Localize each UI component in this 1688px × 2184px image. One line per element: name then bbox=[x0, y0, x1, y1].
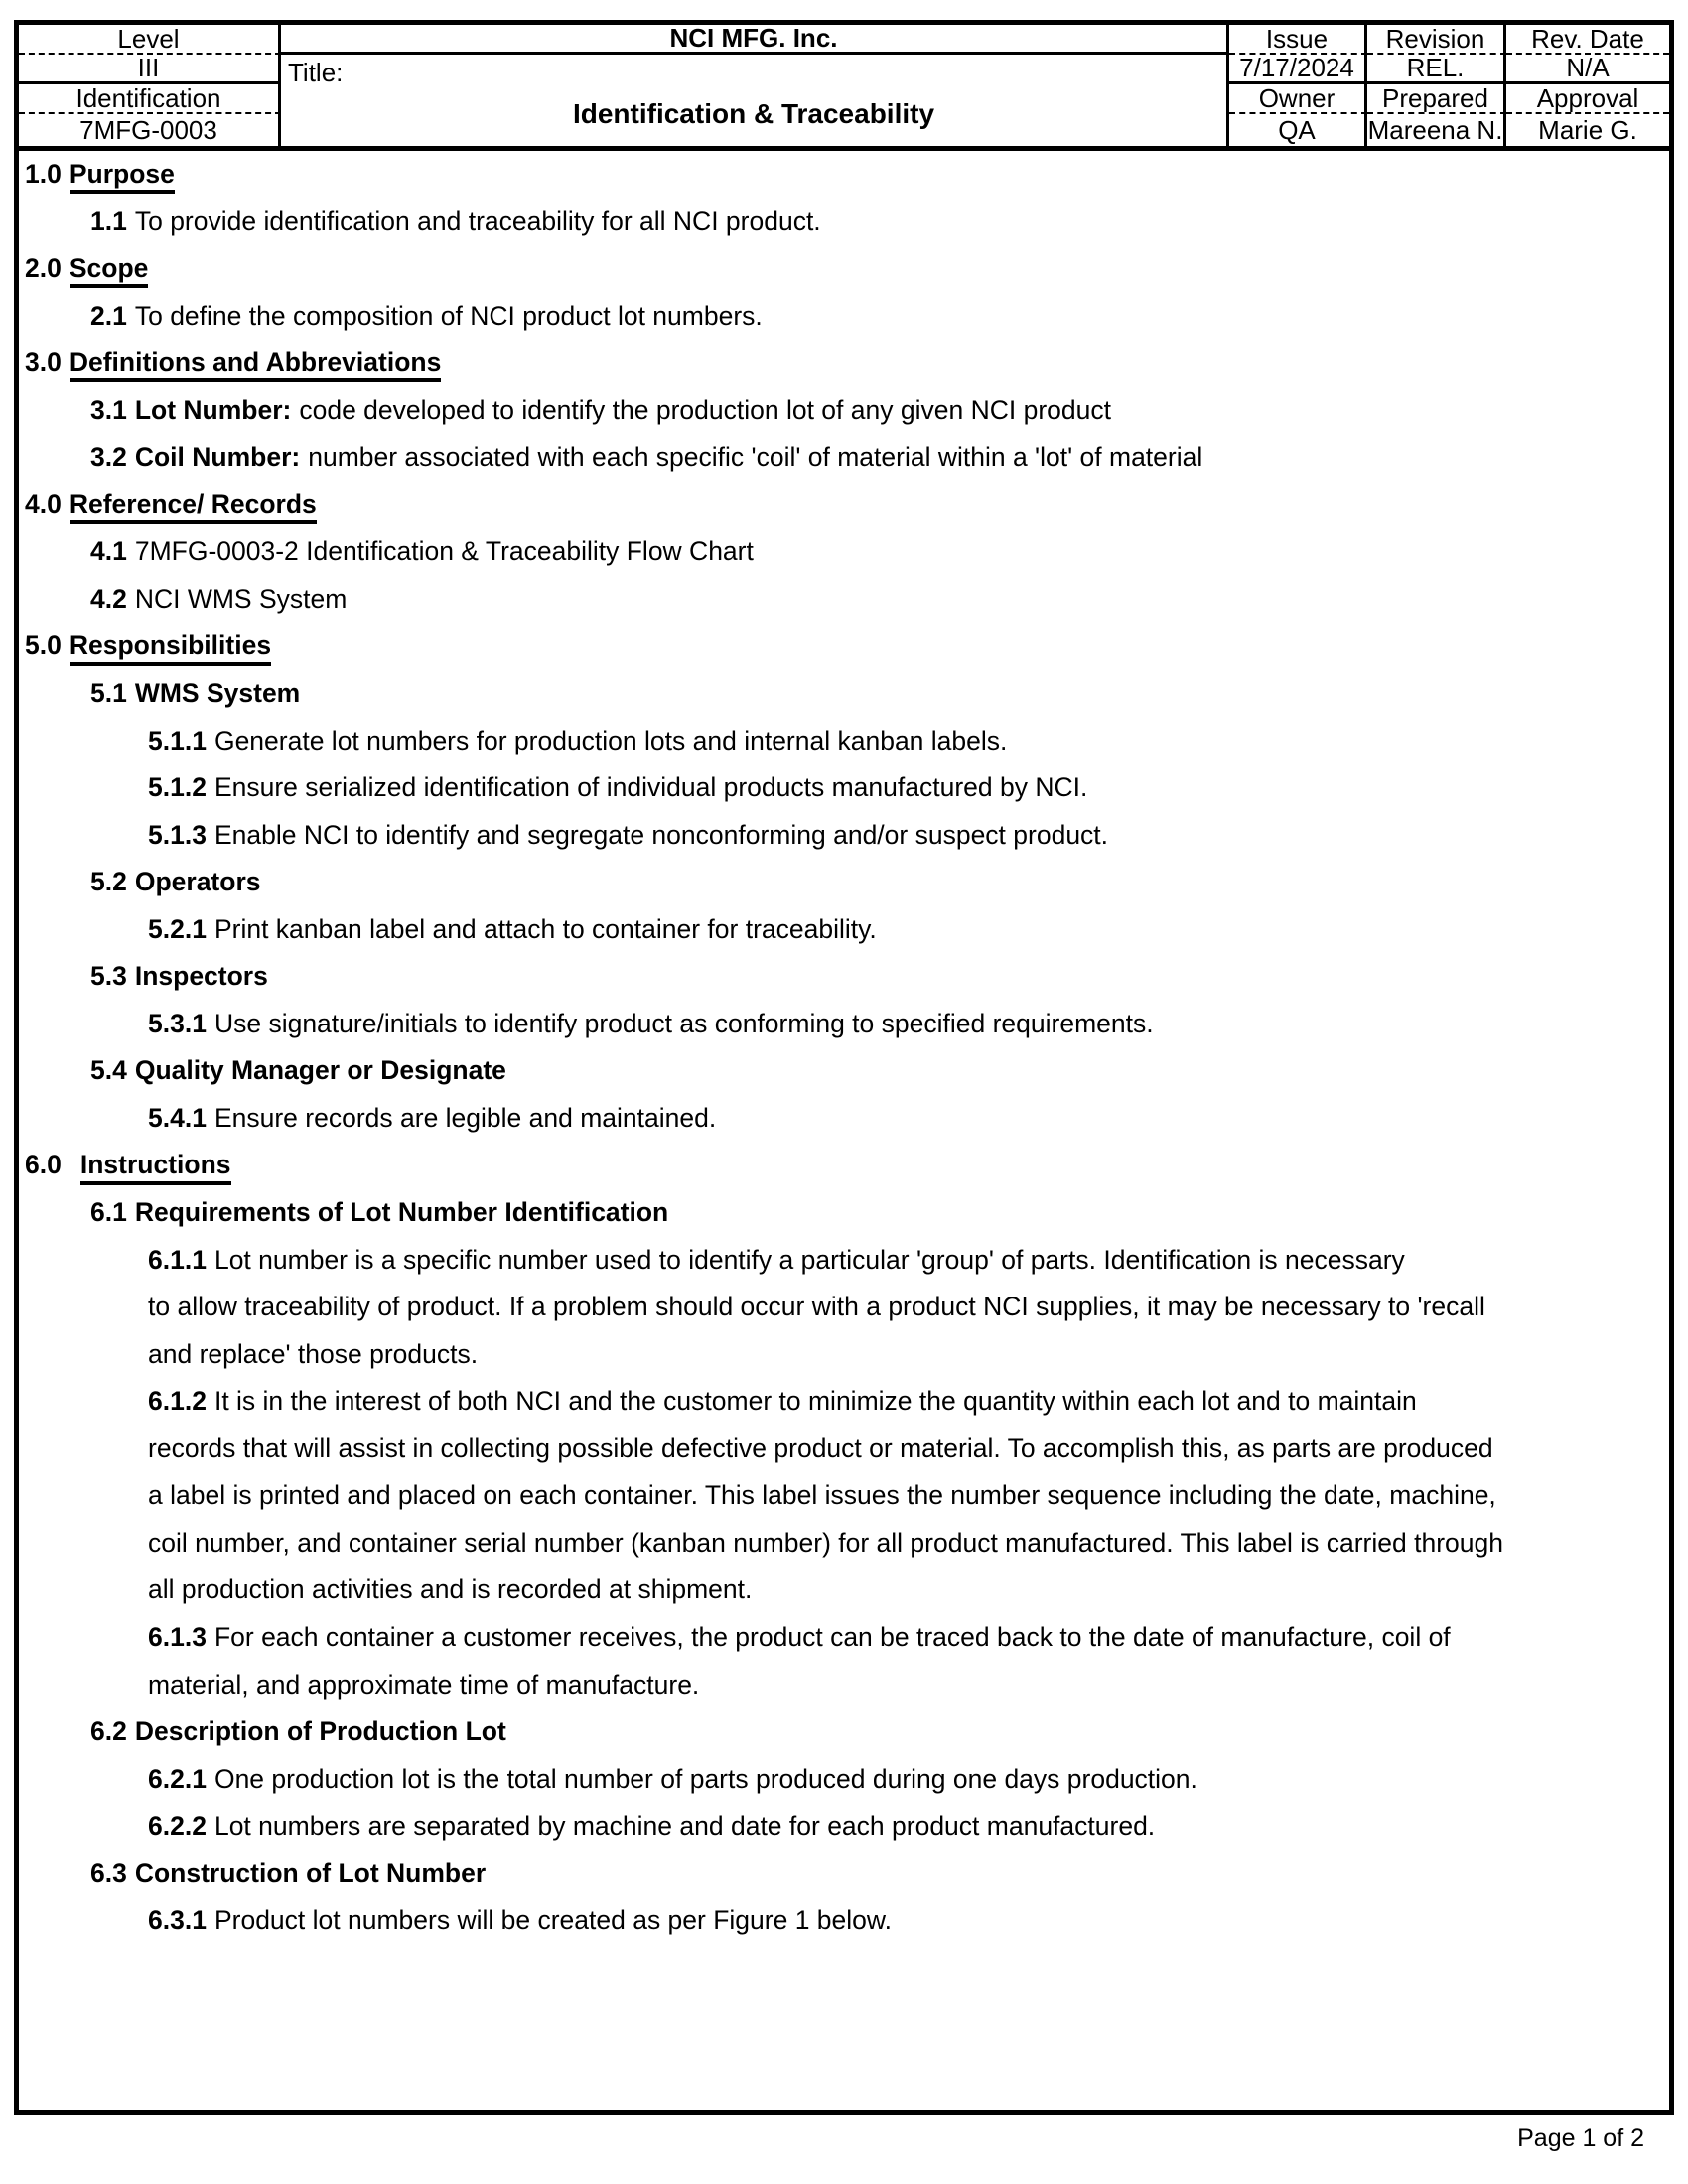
body-line bbox=[19, 1142, 1669, 1189]
clause-number: 4.2 bbox=[90, 583, 127, 614]
body-line bbox=[19, 953, 1669, 1001]
clause-text: records that will assist in collecting possible defective product or material. To accomplish this, as parts are produced bbox=[148, 1433, 1493, 1463]
clause-number: 6.2.1 bbox=[148, 1763, 207, 1794]
section-title: Scope bbox=[70, 254, 149, 288]
level-label: Level bbox=[19, 25, 281, 55]
clause-number: 1.1 bbox=[90, 205, 127, 236]
body-line bbox=[19, 199, 1669, 246]
clause-text: For each container a customer receives, the product can be traced back to the date of manufacture, coil of bbox=[213, 1621, 1451, 1652]
clause-number: 1.0 bbox=[25, 159, 62, 189]
clause-number: 2.0 bbox=[25, 253, 62, 284]
subsection-title: Requirements of Lot Number Identification bbox=[134, 1197, 669, 1228]
clause-number: 5.3 bbox=[90, 961, 127, 992]
body-line bbox=[19, 387, 1669, 435]
clause-number: 5.1.1 bbox=[148, 725, 207, 755]
clause-number: 6.3.1 bbox=[148, 1905, 207, 1936]
body-line bbox=[19, 1237, 1669, 1285]
body-line bbox=[19, 1426, 1669, 1473]
body-line bbox=[19, 670, 1669, 718]
body-line bbox=[19, 151, 1669, 199]
clause-text: 7MFG-0003-2 Identification & Traceability Flow Chart bbox=[134, 536, 754, 567]
clause-text: Generate lot numbers for production lots and internal kanban labels. bbox=[213, 725, 1008, 755]
page-number: Page 1 of 2 bbox=[1517, 2124, 1644, 2152]
document-header-table bbox=[14, 20, 1674, 151]
revision-label: Revision bbox=[1367, 25, 1506, 55]
clause-text: Product lot numbers will be created as per Figure 1 below. bbox=[213, 1905, 892, 1936]
body-line bbox=[19, 1189, 1669, 1237]
clause-number: 3.2 bbox=[90, 442, 127, 473]
clause-number: 6.3 bbox=[90, 1857, 127, 1888]
clause-number: 3.1 bbox=[90, 394, 127, 425]
clause-text: To define the composition of NCI product lot numbers. bbox=[134, 300, 763, 331]
clause-text: all production activities and is recorded at shipment. bbox=[148, 1574, 753, 1605]
clause-text: and replace' those products. bbox=[148, 1338, 479, 1369]
subsection-title: Quality Manager or Designate bbox=[134, 1055, 506, 1086]
clause-number: 5.0 bbox=[25, 630, 62, 661]
clause-number: 5.1.3 bbox=[148, 819, 207, 850]
body-line bbox=[19, 434, 1669, 481]
subsection-title: Inspectors bbox=[134, 961, 268, 992]
clause-text: It is in the interest of both NCI and the customer to minimize the quantity within each lot and to maintain bbox=[213, 1386, 1417, 1417]
approval-label: Approval bbox=[1506, 84, 1669, 114]
clause-number: 5.3.1 bbox=[148, 1008, 207, 1038]
body-line bbox=[19, 812, 1669, 860]
clause-number: 5.4 bbox=[90, 1055, 127, 1086]
clause-number: 6.2 bbox=[90, 1716, 127, 1747]
body-line bbox=[19, 1095, 1669, 1143]
revision-value: REL. bbox=[1367, 55, 1506, 84]
clause-text: Lot number is a specific number used to identify a particular 'group' of parts. Identification is necessary bbox=[213, 1244, 1405, 1275]
clause-text: One production lot is the total number of parts produced during one days production. bbox=[213, 1763, 1197, 1794]
clause-number: 5.4.1 bbox=[148, 1102, 207, 1133]
subsection-title: Operators bbox=[134, 867, 261, 897]
clause-text: coil number, and container serial number (kanban number) for all product manufactured. This label is carried through bbox=[148, 1527, 1503, 1558]
body-line bbox=[19, 481, 1669, 529]
clause-number: 6.2.2 bbox=[148, 1811, 207, 1842]
subsection-title: Description of Production Lot bbox=[134, 1716, 506, 1747]
owner-label: Owner bbox=[1229, 84, 1367, 114]
rev-date-label: Rev. Date bbox=[1506, 25, 1669, 55]
clause-text: code developed to identify the production lot of any given NCI product bbox=[299, 394, 1111, 425]
document-title: Identification & Traceability bbox=[572, 98, 935, 129]
section-title: Purpose bbox=[70, 160, 175, 194]
section-title: Reference/ Records bbox=[70, 490, 317, 524]
body-line bbox=[19, 622, 1669, 670]
identification-label: Identification bbox=[19, 84, 281, 114]
body-line bbox=[19, 340, 1669, 387]
rev-date-value: N/A bbox=[1506, 55, 1669, 84]
body-line bbox=[19, 1567, 1669, 1614]
body-line bbox=[19, 1520, 1669, 1568]
body-line bbox=[19, 528, 1669, 576]
body-line bbox=[19, 718, 1669, 765]
clause-number: 5.2 bbox=[90, 867, 127, 897]
clause-text: to allow traceability of product. If a problem should occur with a product NCI supplies, it may be necessary to 'recall bbox=[148, 1292, 1485, 1322]
clause-text: NCI WMS System bbox=[134, 583, 348, 614]
clause-number: 6.0 bbox=[25, 1150, 62, 1180]
body-line bbox=[19, 1850, 1669, 1898]
definition-term: Coil Number: bbox=[134, 442, 301, 473]
approval-value: Marie G. bbox=[1538, 114, 1637, 145]
prepared-value: Mareena N. bbox=[1367, 114, 1506, 146]
body-line bbox=[19, 1331, 1669, 1379]
clause-number: 2.1 bbox=[90, 300, 127, 331]
body-line bbox=[19, 859, 1669, 906]
clause-text: number associated with each specific 'coil' of material within a 'lot' of material bbox=[308, 442, 1203, 473]
issue-label: Issue bbox=[1229, 25, 1367, 55]
section-title: Instructions bbox=[80, 1151, 231, 1184]
definition-term: Lot Number: bbox=[134, 394, 292, 425]
body-line bbox=[19, 576, 1669, 623]
subsection-title: WMS System bbox=[134, 678, 301, 709]
body-line bbox=[19, 1708, 1669, 1756]
clause-text: Ensure records are legible and maintained. bbox=[213, 1102, 717, 1133]
subsection-title: Construction of Lot Number bbox=[134, 1857, 487, 1888]
title-label: Title: bbox=[288, 58, 344, 87]
document-body bbox=[14, 151, 1674, 2115]
body-line bbox=[19, 1662, 1669, 1709]
issue-value: 7/17/2024 bbox=[1229, 55, 1367, 84]
clause-text: Use signature/initials to identify product as conforming to specified requirements. bbox=[213, 1008, 1154, 1038]
body-line bbox=[19, 245, 1669, 293]
title-cell bbox=[281, 55, 1229, 146]
body-line bbox=[19, 293, 1669, 341]
clause-text: Lot numbers are separated by machine and date for each product manufactured. bbox=[213, 1811, 1156, 1842]
section-title: Responsibilities bbox=[70, 631, 271, 665]
clause-number: 5.1.2 bbox=[148, 772, 207, 803]
clause-text: material, and approximate time of manufacture. bbox=[148, 1669, 700, 1700]
clause-number: 6.1 bbox=[90, 1197, 127, 1228]
clause-text: Print kanban label and attach to container for traceability. bbox=[213, 913, 877, 944]
body-line bbox=[19, 1614, 1669, 1662]
clause-number: 4.0 bbox=[25, 488, 62, 519]
body-line bbox=[19, 906, 1669, 954]
body-line bbox=[19, 1001, 1669, 1048]
clause-number: 4.1 bbox=[90, 536, 127, 567]
body-line bbox=[19, 1897, 1669, 1945]
clause-text: Ensure serialized identification of individual products manufactured by NCI. bbox=[213, 772, 1088, 803]
body-line bbox=[19, 1756, 1669, 1804]
body-line bbox=[19, 1803, 1669, 1850]
company-name: NCI MFG. Inc. bbox=[281, 25, 1229, 55]
owner-value: QA bbox=[1229, 114, 1367, 146]
body-line bbox=[19, 1047, 1669, 1095]
clause-number: 5.1 bbox=[90, 678, 127, 709]
body-line bbox=[19, 1472, 1669, 1520]
level-value: III bbox=[19, 55, 281, 84]
clause-number: 6.1.1 bbox=[148, 1244, 207, 1275]
clause-number: 6.1.2 bbox=[148, 1386, 207, 1417]
clause-text: To provide identification and traceability for all NCI product. bbox=[134, 205, 821, 236]
clause-number: 6.1.3 bbox=[148, 1621, 207, 1652]
clause-number: 5.2.1 bbox=[148, 913, 207, 944]
body-line bbox=[19, 764, 1669, 812]
section-title: Definitions and Abbreviations bbox=[70, 348, 441, 382]
body-line bbox=[19, 1284, 1669, 1331]
document-number: 7MFG-0003 bbox=[19, 114, 281, 146]
clause-number: 3.0 bbox=[25, 347, 62, 378]
clause-text: Enable NCI to identify and segregate nonconforming and/or suspect product. bbox=[213, 819, 1109, 850]
body-line bbox=[19, 1378, 1669, 1426]
prepared-label: Prepared bbox=[1367, 84, 1506, 114]
clause-text: a label is printed and placed on each container. This label issues the number sequence including the date, machine, bbox=[148, 1480, 1496, 1511]
